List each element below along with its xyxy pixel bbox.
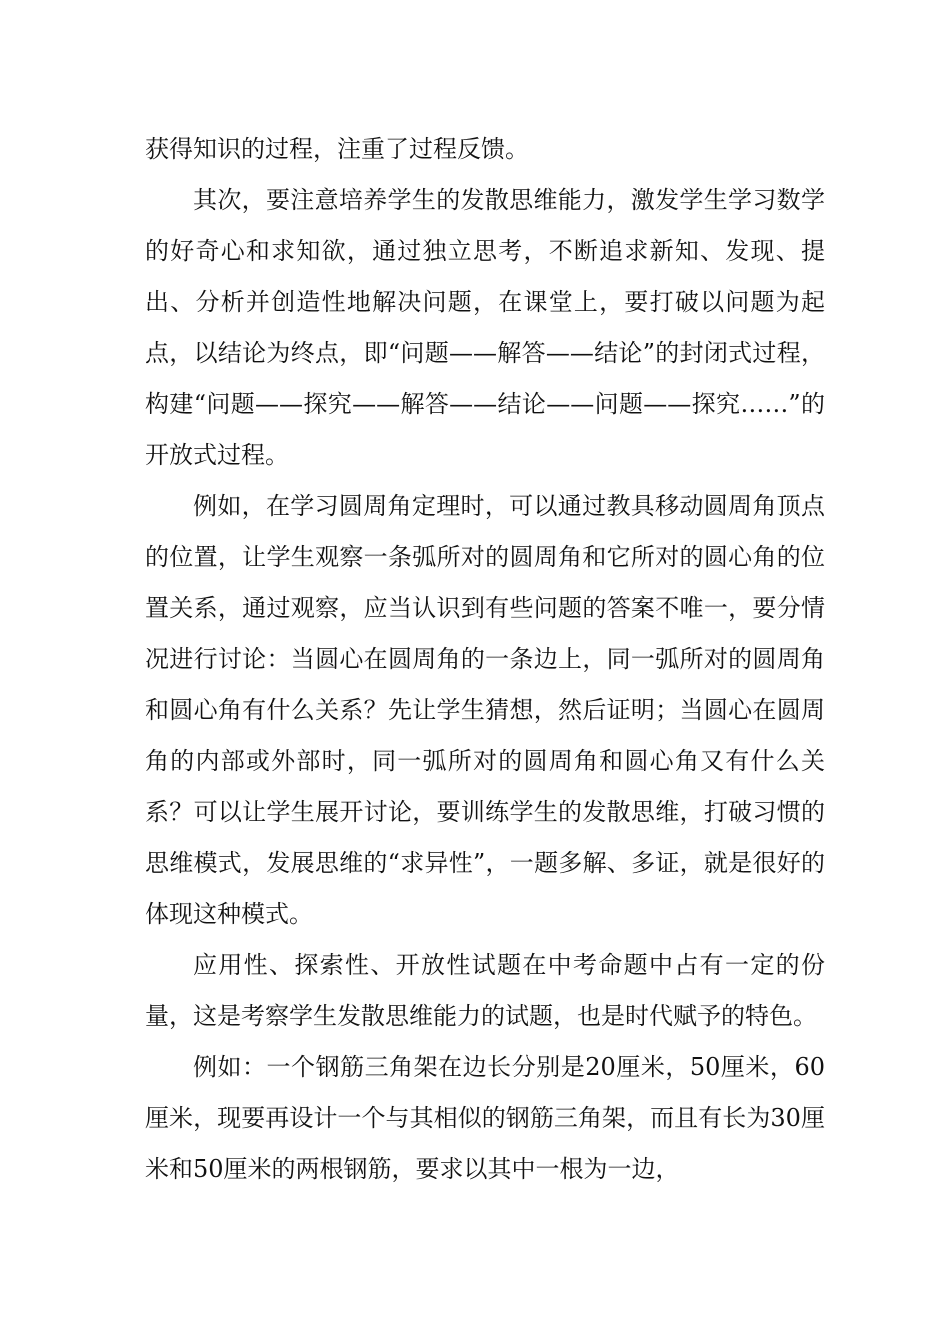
paragraph-triangle-example: 例如：一个钢筋三角架在边长分别是20厘米，50厘米，60厘米，现要再设计一个与其相似的钢筋三角架，而且有长为30厘米和50厘米的两根钢筋，要求以其中一根为一边， — [145, 1053, 825, 1183]
document-body — [145, 124, 825, 1195]
paragraph-inscribed-angle-example: 例如，在学习圆周角定理时，可以通过教具移动圆周角顶点的位置，让学生观察一条弧所对的圆周角和它所对的圆心角的位置关系，通过观察，应当认识到有些问题的答案不唯一，要分情况进行讨论：当圆心在圆周角的一条边上，同一弧所对的圆周角和圆心角有什么关系？先让学生猜想，然后证明；当圆心在圆周角的内部或外部时，同一弧所对的圆周角和圆心角又有什么关系？可以让学生展开讨论，要训练学生的发散思维，打破习惯的思维模式，发展思维的“求异性”，一题多解、多证，就是很好的体现这种模式。 — [145, 492, 825, 928]
paragraph-exam-questions: 应用性、探索性、开放性试题在中考命题中占有一定的份量，这是考察学生发散思维能力的试题，也是时代赋予的特色。 — [145, 951, 825, 1030]
paragraph-divergent-thinking: 其次，要注意培养学生的发散思维能力，激发学生学习数学的好奇心和求知欲，通过独立思考，不断追求新知、发现、提出、分析并创造性地解决问题，在课堂上，要打破以问题为起点，以结论为终点，即“问题——解答——结论”的封闭式过程，构建“问题——探究——解答——结论——问题——探究……”的开放式过程。 — [145, 186, 825, 469]
paragraph-continuation: 获得知识的过程，注重了过程反馈。 — [145, 135, 529, 163]
